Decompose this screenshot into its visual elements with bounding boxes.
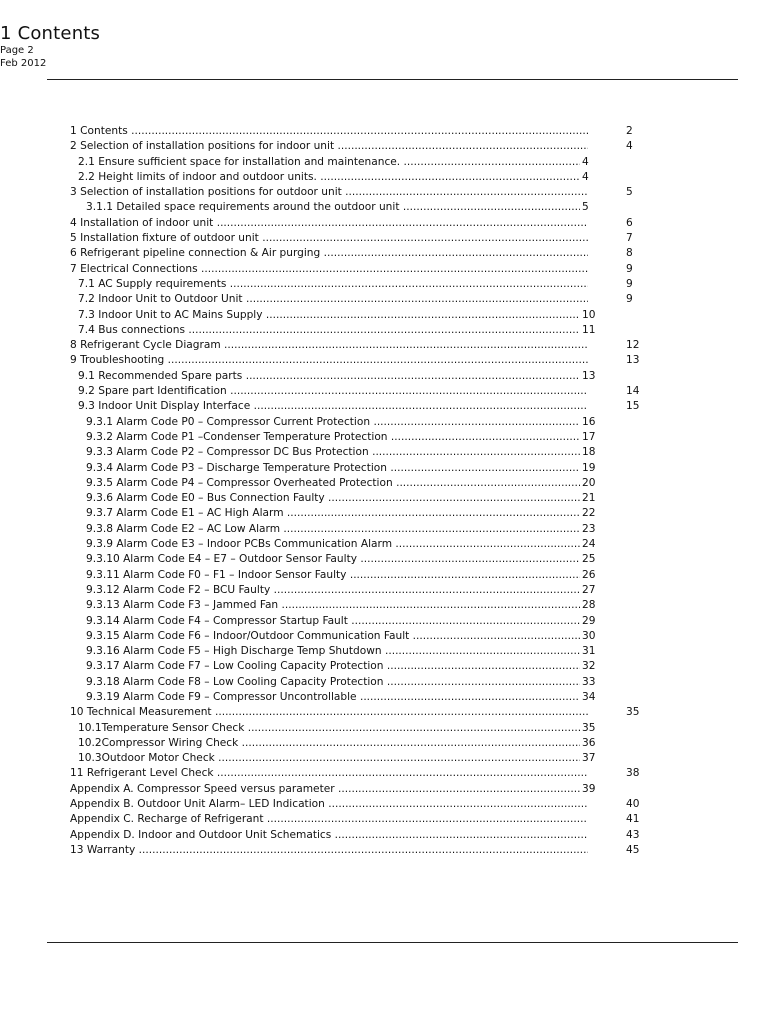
- toc-entry-title: 9.3.11 Alarm Code F0 – F1 – Indoor Sensor Faulty .....: [86, 568, 580, 583]
- toc-entry-title: 3 Selection of installation positions for outdoor unit .....: [70, 185, 588, 200]
- toc-entry-page-number: 30: [582, 629, 596, 642]
- toc-entry-title: 9.2 Spare part Identification .....: [78, 384, 588, 399]
- toc-entry[interactable]: [70, 843, 650, 858]
- toc-entry-page-number: 43: [626, 828, 640, 841]
- toc-entry-title: Appendix A. Compressor Speed versus parameter .....: [70, 782, 580, 797]
- toc-entry[interactable]: [70, 415, 650, 430]
- toc-entry-page-number: 9: [626, 277, 633, 290]
- toc-entry-title: 9.3.12 Alarm Code F2 – BCU Faulty .....: [86, 583, 580, 598]
- toc-entry[interactable]: [70, 537, 650, 552]
- toc-entry[interactable]: [70, 568, 650, 583]
- toc-entry[interactable]: [70, 552, 650, 567]
- toc-entry[interactable]: [70, 828, 650, 843]
- toc-entry-title: 7.4 Bus connections .....: [78, 323, 580, 338]
- toc-entry-page-number: 4: [582, 170, 589, 183]
- toc-entry[interactable]: [70, 583, 650, 598]
- toc-entry-title: 9.3 Indoor Unit Display Interface .....: [78, 399, 588, 414]
- toc-entry-page-number: 11: [582, 323, 596, 336]
- toc-entry-title: 10 Technical Measurement .....: [70, 705, 588, 720]
- toc-entry-title: 9.3.8 Alarm Code E2 – AC Low Alarm .....: [86, 522, 580, 537]
- toc-entry-title: 9.3.14 Alarm Code F4 – Compressor Startup Fault .....: [86, 614, 580, 629]
- toc-entry-page-number: 12: [626, 339, 640, 352]
- toc-entry[interactable]: [70, 323, 650, 338]
- toc-entry[interactable]: [70, 338, 650, 353]
- toc-entry-title: 9.3.17 Alarm Code F7 – Low Cooling Capacity Protection .....: [86, 659, 580, 674]
- toc-entry-title: 9.3.7 Alarm Code E1 – AC High Alarm .....: [86, 506, 580, 521]
- toc-entry-title: 9.3.16 Alarm Code F5 – High Discharge Temp Shutdown .....: [86, 644, 580, 659]
- toc-entry[interactable]: [70, 598, 650, 613]
- toc-entry-page-number: 21: [582, 492, 596, 505]
- toc-entry-title: 6 Refrigerant pipeline connection & Air purging .....: [70, 246, 588, 261]
- toc-entry[interactable]: [70, 491, 650, 506]
- toc-entry[interactable]: [70, 216, 650, 231]
- toc-entry[interactable]: [70, 782, 650, 797]
- toc-entry-title: 9.1 Recommended Spare parts .....: [78, 369, 580, 384]
- toc-entry-title: Appendix B. Outdoor Unit Alarm– LED Indication .....: [70, 797, 588, 812]
- toc-entry[interactable]: [70, 614, 650, 629]
- toc-entry[interactable]: [70, 659, 650, 674]
- toc-entry-title: 9.3.4 Alarm Code P3 – Discharge Temperature Protection .....: [86, 461, 580, 476]
- toc-entry-page-number: 4: [582, 155, 589, 168]
- toc-entry-title: 7 Electrical Connections .....: [70, 262, 588, 277]
- toc-entry-title: 1 Contents .....: [70, 124, 588, 139]
- toc-entry[interactable]: [70, 231, 650, 246]
- toc-entry-title: 9.3.15 Alarm Code F6 – Indoor/Outdoor Communication Fault .....: [86, 629, 580, 644]
- toc-entry[interactable]: [70, 399, 650, 414]
- toc-entry-page-number: 2: [626, 125, 633, 137]
- toc-entry[interactable]: [70, 629, 650, 644]
- toc-entry-page-number: 23: [582, 522, 596, 535]
- toc-entry-title: 10.2Compressor Wiring Check .....: [78, 736, 580, 751]
- toc-entry[interactable]: [70, 292, 650, 307]
- header-divider: [47, 79, 738, 80]
- toc-entry-title: 9.3.13 Alarm Code F3 – Jammed Fan .....: [86, 598, 580, 613]
- toc-entry-title: 7.2 Indoor Unit to Outdoor Unit .....: [78, 292, 588, 307]
- toc-entry[interactable]: [70, 736, 650, 751]
- toc-entry[interactable]: [70, 476, 650, 491]
- toc-entry[interactable]: [70, 506, 650, 521]
- toc-entry-page-number: 35: [582, 721, 596, 734]
- toc-entry-title: 2 Selection of installation positions for indoor unit .....: [70, 139, 588, 154]
- toc-entry[interactable]: [70, 369, 650, 384]
- toc-entry[interactable]: [70, 200, 650, 215]
- toc-entry[interactable]: [70, 644, 650, 659]
- toc-entry[interactable]: [70, 797, 650, 812]
- toc-entry-page-number: 5: [626, 186, 633, 199]
- toc-entry-page-number: 5: [582, 201, 589, 214]
- toc-entry-page-number: 16: [582, 415, 596, 428]
- toc-entry[interactable]: [70, 170, 650, 185]
- toc-entry-page-number: 34: [582, 690, 596, 703]
- toc-entry[interactable]: [70, 461, 650, 476]
- toc-entry-page-number: 19: [582, 461, 596, 474]
- toc-entry-page-number: 17: [582, 430, 596, 443]
- toc-entry-page-number: 4: [626, 140, 633, 153]
- toc-entry-page-number: 8: [626, 247, 633, 260]
- toc-entry-page-number: 7: [626, 232, 633, 245]
- toc-entry-title: 10.3Outdoor Motor Check .....: [78, 751, 580, 766]
- toc-entry-page-number: 14: [626, 385, 640, 398]
- toc-entry-page-number: 9: [626, 293, 633, 306]
- toc-entry[interactable]: [70, 705, 650, 720]
- toc-entry-title: Appendix D. Indoor and Outdoor Unit Schematics .....: [70, 828, 588, 843]
- toc-entry-title: 9.3.18 Alarm Code F8 – Low Cooling Capacity Protection .....: [86, 675, 580, 690]
- document-date: Feb 2012: [0, 58, 47, 69]
- toc-entry-title: 13 Warranty .....: [70, 843, 588, 858]
- toc-entry-title: 2.1 Ensure sufficient space for installation and maintenance. .....: [78, 155, 580, 170]
- toc-entry-page-number: 18: [582, 446, 596, 459]
- toc-entry-title: 9.3.5 Alarm Code P4 – Compressor Overheated Protection .....: [86, 476, 580, 491]
- toc-entry[interactable]: [70, 522, 650, 537]
- toc-entry-page-number: 9: [626, 262, 633, 275]
- toc-entry-page-number: 28: [582, 599, 596, 612]
- toc-entry[interactable]: [70, 384, 650, 399]
- toc-entry[interactable]: [70, 185, 650, 200]
- toc-entry-page-number: 22: [582, 507, 596, 520]
- toc-entry-page-number: 29: [582, 614, 596, 627]
- toc-entry-page-number: 31: [582, 645, 596, 658]
- toc-entry[interactable]: [70, 308, 650, 323]
- toc-entry-page-number: 26: [582, 568, 596, 581]
- toc-entry-title: 9 Troubleshooting .....: [70, 353, 588, 368]
- toc-entry-title: 7.1 AC Supply requirements .....: [78, 277, 588, 292]
- toc-entry-title: 9.3.3 Alarm Code P2 – Compressor DC Bus Protection .....: [86, 445, 580, 460]
- page-title: 1 Contents: [0, 23, 101, 44]
- toc-entry-title: Appendix C. Recharge of Refrigerant .....: [70, 812, 588, 827]
- toc-entry-page-number: 13: [626, 354, 640, 367]
- toc-entry-title: 5 Installation fixture of outdoor unit .....: [70, 231, 588, 246]
- toc-entry-title: 9.3.19 Alarm Code F9 – Compressor Uncontrollable .....: [86, 690, 580, 705]
- toc-entry-title: 7.3 Indoor Unit to AC Mains Supply .....: [78, 308, 580, 323]
- toc-entry-page-number: 45: [626, 843, 640, 856]
- toc-entry[interactable]: [70, 812, 650, 827]
- table-of-contents: [70, 124, 650, 858]
- toc-entry-page-number: 39: [582, 782, 596, 795]
- toc-entry-title: 8 Refrigerant Cycle Diagram .....: [70, 338, 588, 353]
- toc-entry-page-number: 6: [626, 216, 633, 229]
- toc-entry-title: 9.3.10 Alarm Code E4 – E7 – Outdoor Sensor Faulty .....: [86, 552, 580, 567]
- toc-entry-page-number: 15: [626, 400, 640, 413]
- toc-entry-page-number: 24: [582, 538, 596, 551]
- toc-entry[interactable]: [70, 675, 650, 690]
- toc-entry[interactable]: [70, 155, 650, 170]
- toc-entry-page-number: 27: [582, 583, 596, 596]
- toc-entry-title: 9.3.6 Alarm Code E0 – Bus Connection Faulty .....: [86, 491, 580, 506]
- toc-entry[interactable]: [70, 262, 650, 277]
- toc-entry[interactable]: [70, 353, 650, 368]
- toc-entry-page-number: 36: [582, 736, 596, 749]
- footer-divider: [47, 942, 738, 943]
- toc-entry[interactable]: [70, 445, 650, 460]
- toc-entry-title: 10.1Temperature Sensor Check .....: [78, 721, 580, 736]
- toc-entry-page-number: 13: [582, 369, 596, 382]
- toc-entry[interactable]: [70, 277, 650, 292]
- toc-entry-page-number: 38: [626, 767, 640, 780]
- toc-entry-title: 9.3.9 Alarm Code E3 – Indoor PCBs Communication Alarm .....: [86, 537, 580, 552]
- toc-entry-title: 9.3.2 Alarm Code P1 –Condenser Temperature Protection .....: [86, 430, 580, 445]
- toc-entry-title: 2.2 Height limits of indoor and outdoor units. .....: [78, 170, 580, 185]
- toc-entry-page-number: 40: [626, 798, 640, 811]
- toc-entry-title: 3.1.1 Detailed space requirements around the outdoor unit .....: [86, 200, 580, 215]
- toc-entry[interactable]: [70, 246, 650, 261]
- toc-entry[interactable]: [70, 139, 650, 154]
- toc-entry[interactable]: [70, 766, 650, 781]
- toc-entry-page-number: 35: [626, 706, 640, 719]
- toc-entry-page-number: 10: [582, 308, 596, 321]
- toc-entry[interactable]: [70, 430, 650, 445]
- toc-entry[interactable]: [70, 751, 650, 766]
- toc-entry[interactable]: [70, 124, 650, 139]
- toc-entry-page-number: 32: [582, 660, 596, 673]
- toc-entry[interactable]: [70, 721, 650, 736]
- toc-entry-page-number: 33: [582, 675, 596, 688]
- toc-entry-page-number: 37: [582, 752, 596, 765]
- toc-entry-page-number: 20: [582, 476, 596, 489]
- toc-entry-title: 4 Installation of indoor unit .....: [70, 216, 588, 231]
- page-number-label: Page 2: [0, 45, 34, 56]
- toc-entry[interactable]: [70, 690, 650, 705]
- toc-entry-page-number: 41: [626, 813, 640, 826]
- toc-entry-title: 9.3.1 Alarm Code P0 – Compressor Current Protection .....: [86, 415, 580, 430]
- toc-entry-title: 11 Refrigerant Level Check .....: [70, 766, 588, 781]
- toc-entry-page-number: 25: [582, 553, 596, 566]
